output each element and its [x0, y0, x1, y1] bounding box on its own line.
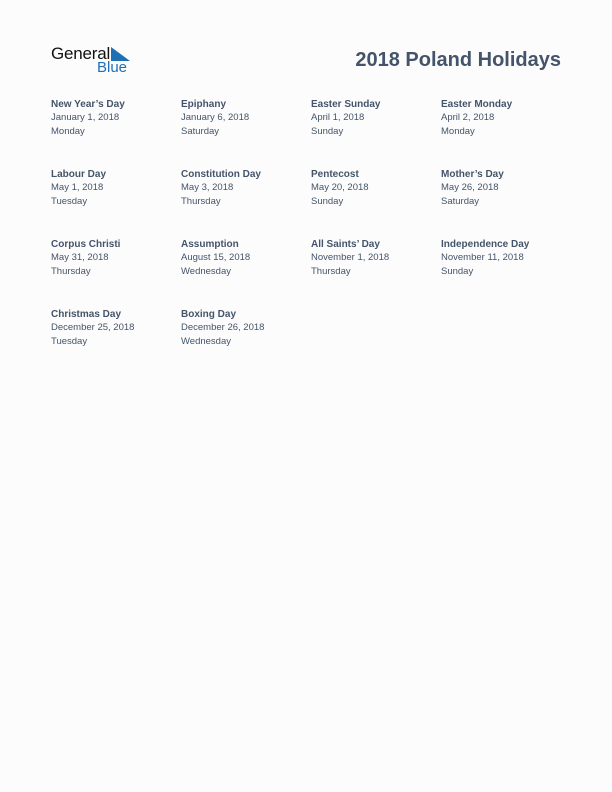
holiday-item	[181, 308, 309, 348]
holiday-date: May 26, 2018	[441, 182, 499, 193]
holiday-name: Corpus Christi	[51, 239, 121, 250]
holiday-date: April 1, 2018	[311, 112, 365, 123]
holiday-item	[181, 238, 309, 278]
holiday-weekday: Thursday	[51, 265, 91, 277]
holiday-date: May 1, 2018	[51, 182, 104, 193]
holiday-item	[51, 168, 179, 208]
generalblue-logo	[51, 44, 133, 78]
holiday-name: Mother’s Day	[441, 169, 504, 180]
holiday-weekday: Sunday	[311, 125, 344, 137]
holiday-date: January 6, 2018	[181, 112, 250, 123]
holiday-name: Boxing Day	[181, 309, 237, 320]
holiday-item	[441, 168, 569, 208]
holiday-weekday: Saturday	[441, 195, 480, 207]
holiday-weekday: Sunday	[311, 195, 344, 207]
holiday-item	[181, 168, 309, 208]
holiday-item	[181, 98, 309, 138]
holiday-weekday: Tuesday	[51, 335, 88, 347]
holiday-item	[311, 238, 439, 278]
holiday-weekday: Monday	[441, 125, 475, 137]
logo-text-general: General	[51, 44, 111, 63]
holiday-weekday: Wednesday	[181, 335, 231, 347]
page-title: 2018 Poland Holidays	[355, 49, 561, 71]
holiday-weekday: Saturday	[181, 125, 220, 137]
holiday-weekday: Tuesday	[51, 195, 88, 207]
holiday-date: December 26, 2018	[181, 322, 265, 333]
holiday-item	[51, 98, 179, 138]
holiday-weekday: Thursday	[181, 195, 221, 207]
holiday-item	[51, 308, 179, 348]
holiday-item	[441, 98, 569, 138]
holiday-date: May 3, 2018	[181, 182, 234, 193]
holiday-date: January 1, 2018	[51, 112, 120, 123]
holiday-weekday: Monday	[51, 125, 85, 137]
holiday-name: Constitution Day	[181, 169, 261, 180]
holiday-weekday: Thursday	[311, 265, 351, 277]
holiday-name: Independence Day	[441, 239, 530, 250]
holiday-item	[51, 238, 179, 278]
holiday-name: Easter Sunday	[311, 99, 381, 110]
holiday-name: All Saints’ Day	[311, 239, 380, 250]
holiday-name: Epiphany	[181, 99, 227, 110]
holiday-weekday: Sunday	[441, 265, 474, 277]
holiday-weekday: Wednesday	[181, 265, 231, 277]
holiday-name: New Year’s Day	[51, 99, 125, 110]
holiday-date: May 31, 2018	[51, 252, 109, 263]
holiday-name: Easter Monday	[441, 99, 513, 110]
logo-text-blue: Blue	[97, 59, 128, 76]
holiday-item	[311, 168, 439, 208]
holiday-date: May 20, 2018	[311, 182, 369, 193]
holiday-name: Christmas Day	[51, 309, 122, 320]
holiday-item	[441, 238, 569, 278]
holiday-name: Labour Day	[51, 169, 107, 180]
holiday-date: November 1, 2018	[311, 252, 390, 263]
holiday-date: November 11, 2018	[441, 252, 524, 263]
holiday-name: Assumption	[181, 239, 239, 250]
holiday-date: December 25, 2018	[51, 322, 135, 333]
holiday-date: August 15, 2018	[181, 252, 251, 263]
holiday-item	[311, 98, 439, 138]
holiday-name: Pentecost	[311, 169, 359, 180]
holiday-date: April 2, 2018	[441, 112, 495, 123]
